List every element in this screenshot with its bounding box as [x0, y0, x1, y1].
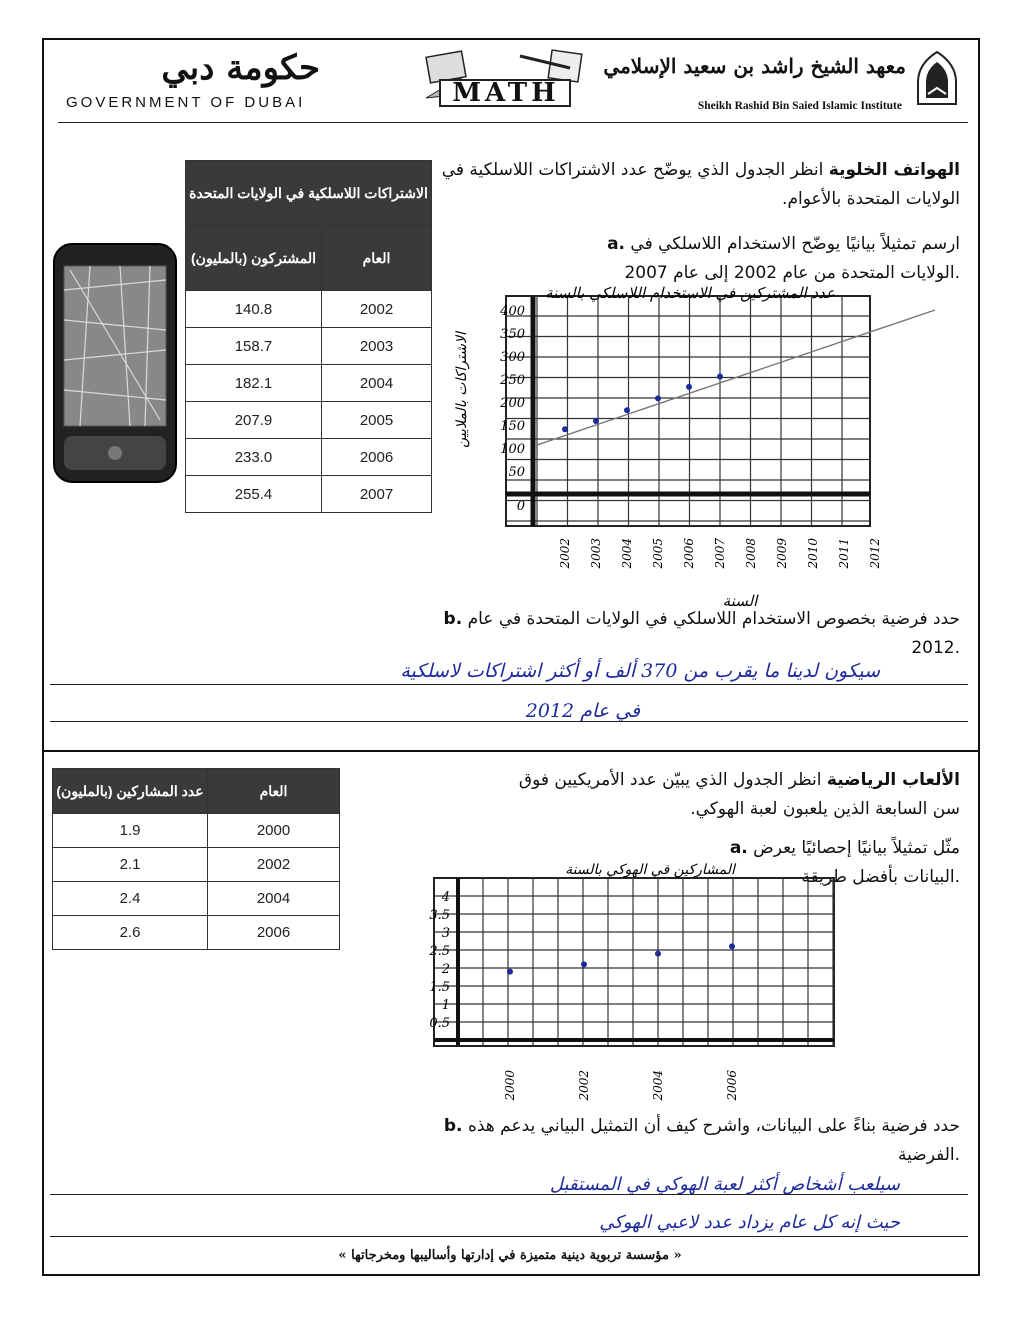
x-tick-label: 2012 [868, 538, 882, 569]
q2-answer-line2: حيث إنه كل عام يزداد عدد لاعبي الهوكي [599, 1212, 900, 1233]
x-tick-label: 2004 [651, 1070, 665, 1101]
chart2-border [434, 878, 834, 1046]
x-tick-label: 2002 [558, 538, 572, 569]
y-tick-label: 350 [500, 327, 525, 342]
q2-part-b-letter: b. [443, 1116, 463, 1136]
table-cell: 255.4 [186, 476, 322, 513]
x-tick-label: 2008 [744, 538, 758, 569]
x-tick-label: 2007 [713, 538, 727, 569]
y-tick-label: 1 [441, 998, 450, 1013]
answer-rule [50, 1236, 968, 1237]
data-point [729, 943, 735, 949]
institute-logo [603, 46, 962, 120]
q2-part-b [440, 1112, 960, 1170]
y-tick-label: 50 [508, 465, 525, 480]
y-tick-label: 2 [441, 962, 450, 977]
table-cell: 2004 [322, 365, 432, 402]
footer-motto: « مؤسسة تربوية دينية متميزة في إدارتها وأساليبها ومخرجاتها » [338, 1248, 682, 1263]
q2-part-a-text: مثّل تمثيلاً بيانيًا إحصائيًا يعرض البيانات بأفضل طريقة. [753, 838, 960, 887]
q1-hand-drawn-graph [430, 280, 950, 610]
data-point [717, 374, 723, 380]
q1-col-subs: المشتركون (بالمليون) [186, 226, 322, 291]
q1-part-b [430, 605, 960, 663]
dubai-logo-english: GOVERNMENT OF DUBAI [66, 94, 306, 111]
institute-name-arabic: معهد الشيخ راشد بن سعيد الإسلامي [603, 54, 906, 78]
q2-intro [500, 766, 960, 824]
table-cell: 2.4 [53, 882, 208, 916]
q1-part-a-text: ارسم تمثيلاً بيانيًا يوضّح الاستخدام اللاسلكي في الولايات المتحدة من عام 2002 إلى عام 2007. [624, 234, 960, 283]
q1-table-title: الاشتراكات اللاسلكية في الولايات المتحدة [186, 161, 432, 226]
mosque-emblem-icon [912, 48, 962, 106]
section-divider [44, 750, 978, 752]
q1-col-year: العام [322, 226, 432, 291]
data-point [507, 969, 513, 975]
x-tick-label: 2010 [806, 538, 820, 569]
table-cell: 2002 [208, 848, 340, 882]
chart1-title: عدد المشتركين في الاستخدام اللاسلكي بالسنة [545, 284, 835, 302]
header-divider [58, 122, 968, 123]
y-tick-label: 100 [500, 442, 525, 457]
y-tick-label: 400 [500, 304, 525, 319]
table-cell: 2006 [208, 916, 340, 950]
dubai-logo-arabic: حكومة دبي [161, 48, 320, 88]
table-cell: 140.8 [186, 291, 322, 328]
institute-name-english: Sheikh Rashid Bin Saied Islamic Institute [697, 100, 902, 112]
q2-part-b-text: حدد فرضية بناءً على البيانات، واشرح كيف أن التمثيل البياني يدعم هذه الفرضية. [467, 1116, 960, 1165]
x-tick-label: 2000 [503, 1070, 517, 1101]
q1-intro-text: انظر الجدول الذي يوضّح عدد الاشتراكات اللاسلكية في الولايات المتحدة بالأعوام. [441, 160, 960, 209]
math-logo [420, 48, 588, 110]
x-tick-label: 2004 [620, 538, 634, 569]
y-tick-label: 250 [500, 373, 525, 388]
x-tick-label: 2005 [651, 538, 665, 569]
y-tick-label: 4 [441, 890, 450, 905]
q2-col-year: العام [208, 769, 340, 814]
table-cell: 2.6 [53, 916, 208, 950]
q1-title: الهواتف الخلوية [828, 160, 960, 180]
y-tick-label: 300 [500, 350, 525, 365]
x-tick-label: 2006 [682, 538, 696, 569]
table-cell: 158.7 [186, 328, 322, 365]
y-tick-label: 200 [500, 396, 525, 411]
x-tick-label: 2009 [775, 538, 789, 569]
y-tick-label: 0 [516, 499, 525, 514]
data-point [581, 961, 587, 967]
table-cell: 2005 [322, 402, 432, 439]
q2-hand-drawn-graph [420, 852, 850, 1124]
table-cell: 2006 [322, 439, 432, 476]
table-cell: 2002 [322, 291, 432, 328]
table-cell: 233.0 [186, 439, 322, 476]
q1-answer-line1: سيكون لدينا ما يقرب من 370 ألف أو أكثر اشتراكات لاسلكية [400, 660, 880, 682]
answer-rule [50, 1194, 968, 1195]
chart2-title: المشاركين في الهوكي بالسنة [565, 862, 735, 878]
table-cell: 2003 [322, 328, 432, 365]
table-cell: 2.1 [53, 848, 208, 882]
cell-phone-image [50, 240, 180, 486]
q2-answer-line1: سيلعب أشخاص أكثر لعبة الهوكي في المستقبل [549, 1174, 900, 1195]
q1-part-b-letter: b. [443, 609, 463, 629]
y-tick-label: 1.5 [429, 980, 450, 995]
x-tick-label: 2006 [725, 1070, 739, 1101]
data-point [593, 418, 599, 424]
q1-part-b-text: حدد فرضية بخصوص الاستخدام اللاسلكي في الولايات المتحدة في عام 2012. [467, 609, 960, 658]
table-cell: 1.9 [53, 814, 208, 848]
chart1-ylabel: الاشتراكات بالملايين [454, 332, 470, 448]
q2-col-count: عدد المشاركين (بالمليون) [53, 769, 208, 814]
y-tick-label: 3 [441, 926, 450, 941]
data-point [655, 395, 661, 401]
table-cell: 207.9 [186, 402, 322, 439]
data-point [624, 407, 630, 413]
y-tick-label: 3.5 [429, 908, 450, 923]
answer-rule [50, 721, 968, 722]
q2-data-table [52, 768, 340, 950]
x-tick-label: 2003 [589, 538, 603, 569]
data-point [562, 426, 568, 432]
q1-part-a-letter: a. [607, 234, 625, 254]
q2-title: الألعاب الرياضية [826, 770, 960, 790]
chart1-xlabel: السنة [722, 592, 758, 610]
q1-data-table [185, 160, 432, 513]
q1-intro [432, 156, 960, 214]
data-point [655, 951, 661, 957]
data-point [686, 384, 692, 390]
x-tick-label: 2002 [577, 1070, 591, 1101]
table-cell: 182.1 [186, 365, 322, 402]
table-cell: 2007 [322, 476, 432, 513]
q1-answer-line2: في عام 2012 [525, 700, 640, 722]
y-tick-label: 150 [500, 419, 525, 434]
math-logo-text: MATH [452, 78, 560, 108]
dubai-logo [62, 48, 332, 114]
table-cell: 2000 [208, 814, 340, 848]
table-cell: 2004 [208, 882, 340, 916]
y-tick-label: 0.5 [429, 1016, 450, 1031]
answer-rule [50, 684, 968, 685]
x-tick-label: 2011 [837, 538, 851, 569]
q2-part-a-letter: a. [729, 838, 748, 858]
y-tick-label: 2.5 [429, 944, 450, 959]
q2-intro-text: انظر الجدول الذي يبيّن عدد الأمريكيين فوق سن السابعة الذين يلعبون لعبة الهوكي. [518, 770, 960, 819]
